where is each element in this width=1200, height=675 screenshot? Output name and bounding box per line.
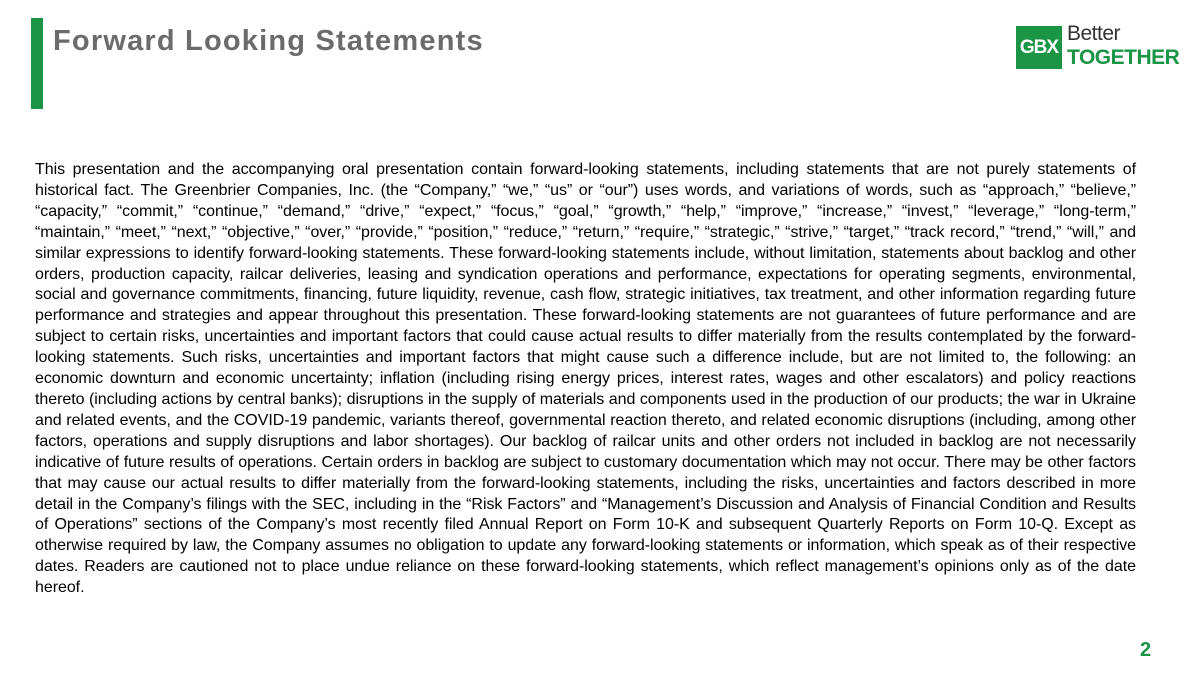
slide-title: Forward Looking Statements — [53, 25, 484, 57]
logo-mark: GBX — [1016, 26, 1062, 69]
logo-tagline-better: Better — [1067, 22, 1121, 45]
disclaimer-paragraph: This presentation and the accompanying oral presentation contain forward-looking statements, including statements that are not purely statements of historical fact. The Greenbrier Companies, Inc. (the “Company,” “we,” “us” or “our”) uses words, and variations of words, such as “approach,” “believe,” “capacity,” “commit,” “continue,” “demand,” “drive,” “expect,” “focus,” “goal,” “growth,” “help,” “improve,” “increase,” “invest,” “leverage,” “long-term,” “maintain,” “meet,” “next,” “objective,” “over,” “provide,” “position,” “reduce,” “return,” “require,” “strategic,” “strive,” “target,” “track record,” “trend,” “will,” and similar expressions to identify forward-looking statements. These forward-looking statements include, without limitation, statements about backlog and other orders, production capacity, railcar deliveries, leasing and syndication operations and performance, expectations for operating segments, environmental, social and governance commitments, financing, future liquidity, revenue, cash flow, strategic initiatives, tax treatment, and other information regarding future performance and strategies and appear throughout this presentation. These forward-looking statements are not guarantees of future performance and are subject to certain risks, uncertainties and important factors that could cause actual results to differ materially from the results contemplated by the forward-looking statements. Such risks, uncertainties and important factors that might cause such a difference include, but are not limited to, the following: an economic downturn and economic uncertainty; inflation (including rising energy prices, interest rates, wages and other escalators) and policy reactions thereto (including actions by central banks); disruptions in the supply of materials and components used in the production of our products; the war in Ukraine and related events, and the COVID-19 pandemic, variants thereof, governmental reaction thereto, and related economic disruptions (including, among other factors, operations and supply disruptions and labor shortages). Our backlog of railcar units and other orders not included in backlog are not necessarily indicative of future results of operations. Certain orders in backlog are subject to customary documentation which may not occur. There may be other factors that may cause our actual results to differ materially from the forward-looking statements, including the risks, uncertainties and factors described in more detail in the Company’s filings with the SEC, including in the “Risk Factors” and “Management’s Discussion and Analysis of Financial Condition and Results of Operations” sections of the Company’s most recently filed Annual Report on Form 10-K and subsequent Quarterly Reports on Form 10-Q. Except as otherwise required by law, the Company assumes no obligation to update any forward-looking statements or information, which speak as of their respective dates. Readers are cautioned not to place undue reliance on these forward-looking statements, which reflect management’s opinions only as of the date hereof. — [35, 161, 1136, 597]
company-logo — [1016, 24, 1178, 72]
page-number: 2 — [1140, 639, 1152, 661]
logo-tagline-together: TOGETHER — [1067, 46, 1180, 69]
title-accent-bar — [31, 18, 43, 109]
